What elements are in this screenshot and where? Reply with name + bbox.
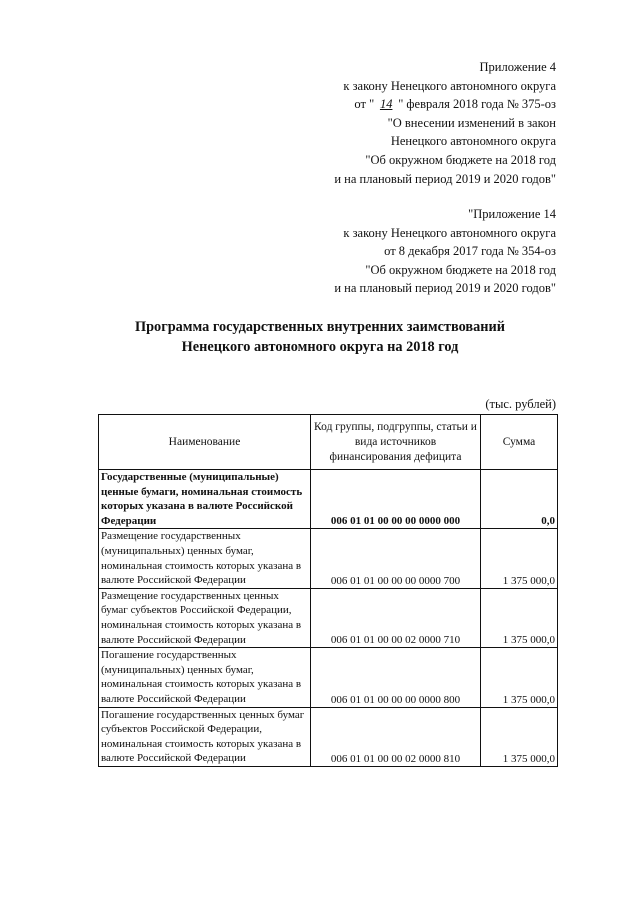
table-row <box>99 529 558 588</box>
header-name: Наименование <box>99 415 311 470</box>
annex-14-line5: и на плановый период 2019 и 2020 годов" <box>334 281 556 296</box>
annex-4-date-prefix: от " <box>354 97 375 112</box>
row-code: 006 01 01 00 00 00 0000 000 <box>311 470 481 529</box>
header-code: Код группы, подгруппы, статьи и вида источников финансирования дефицита <box>311 415 481 470</box>
annex-14-line4: "Об окружном бюджете на 2018 год <box>365 262 556 277</box>
annex-4-date <box>334 95 556 114</box>
row-sum: 1 375 000,0 <box>481 707 558 766</box>
row-sum: 1 375 000,0 <box>481 588 558 647</box>
title-line-2: Ненецкого автономного округа на 2018 год <box>181 339 459 355</box>
annex-14-law-ref: к закону Ненецкого автономного округа <box>343 225 556 240</box>
annex-14-label: "Приложение 14 <box>468 207 556 221</box>
title-line-1: Программа государственных внутренних заимствований <box>134 319 505 335</box>
annex-4-line7: и на плановый период 2019 и 2020 годов" <box>334 171 556 186</box>
table-header-row <box>99 415 558 470</box>
table-row <box>99 470 558 529</box>
annex-14-date: от 8 декабря 2017 года № 354-оз <box>384 244 556 259</box>
annex-4-header <box>334 58 556 188</box>
row-code: 006 01 01 00 00 02 0000 710 <box>311 588 481 647</box>
table-row <box>99 648 558 707</box>
page-title <box>0 317 640 357</box>
row-code: 006 01 01 00 00 00 0000 700 <box>311 529 481 588</box>
table-row <box>99 588 558 647</box>
borrowing-table <box>98 414 558 767</box>
row-sum: 1 375 000,0 <box>481 648 558 707</box>
units-label: (тыс. рублей) <box>485 397 556 411</box>
annex-4-label: Приложение 4 <box>479 60 556 74</box>
row-code: 006 01 01 00 00 00 0000 800 <box>311 648 481 707</box>
row-code: 006 01 01 00 00 02 0000 810 <box>311 707 481 766</box>
annex-4-line6: "Об окружном бюджете на 2018 год <box>365 152 556 167</box>
annex-14-header <box>334 205 556 298</box>
handwritten-day: 14 <box>379 97 393 112</box>
row-name: Погашение государственных (муниципальных) ценных бумаг, номинальная стоимость которых указана в валюте Российской Федерации <box>99 648 311 707</box>
row-name: Размещение государственных (муниципальных) ценных бумаг, номинальная стоимость которых указана в валюте Российской Федерации <box>99 529 311 588</box>
annex-4-law-ref: к закону Ненецкого автономного округа <box>343 78 556 93</box>
row-name: Размещение государственных ценных бумаг субъектов Российской Федерации, номинальная стоимость которых указана в валюте Российской Федерации <box>99 588 311 647</box>
row-sum: 1 375 000,0 <box>481 529 558 588</box>
header-sum: Сумма <box>481 415 558 470</box>
row-name: Государственные (муниципальные) ценные бумаги, номинальная стоимость которых указана в валюте Российской Федерации <box>99 470 311 529</box>
row-sum: 0,0 <box>481 470 558 529</box>
annex-4-date-suffix: " февраля 2018 года № 375-оз <box>398 97 556 112</box>
row-name: Погашение государственных ценных бумаг субъектов Российской Федерации, номинальная стоимость которых указана в валюте Российской Федерации <box>99 707 311 766</box>
table-row <box>99 707 558 766</box>
annex-4-line4: "О внесении изменений в закон <box>387 115 556 130</box>
annex-4-line5: Ненецкого автономного округа <box>390 134 556 149</box>
